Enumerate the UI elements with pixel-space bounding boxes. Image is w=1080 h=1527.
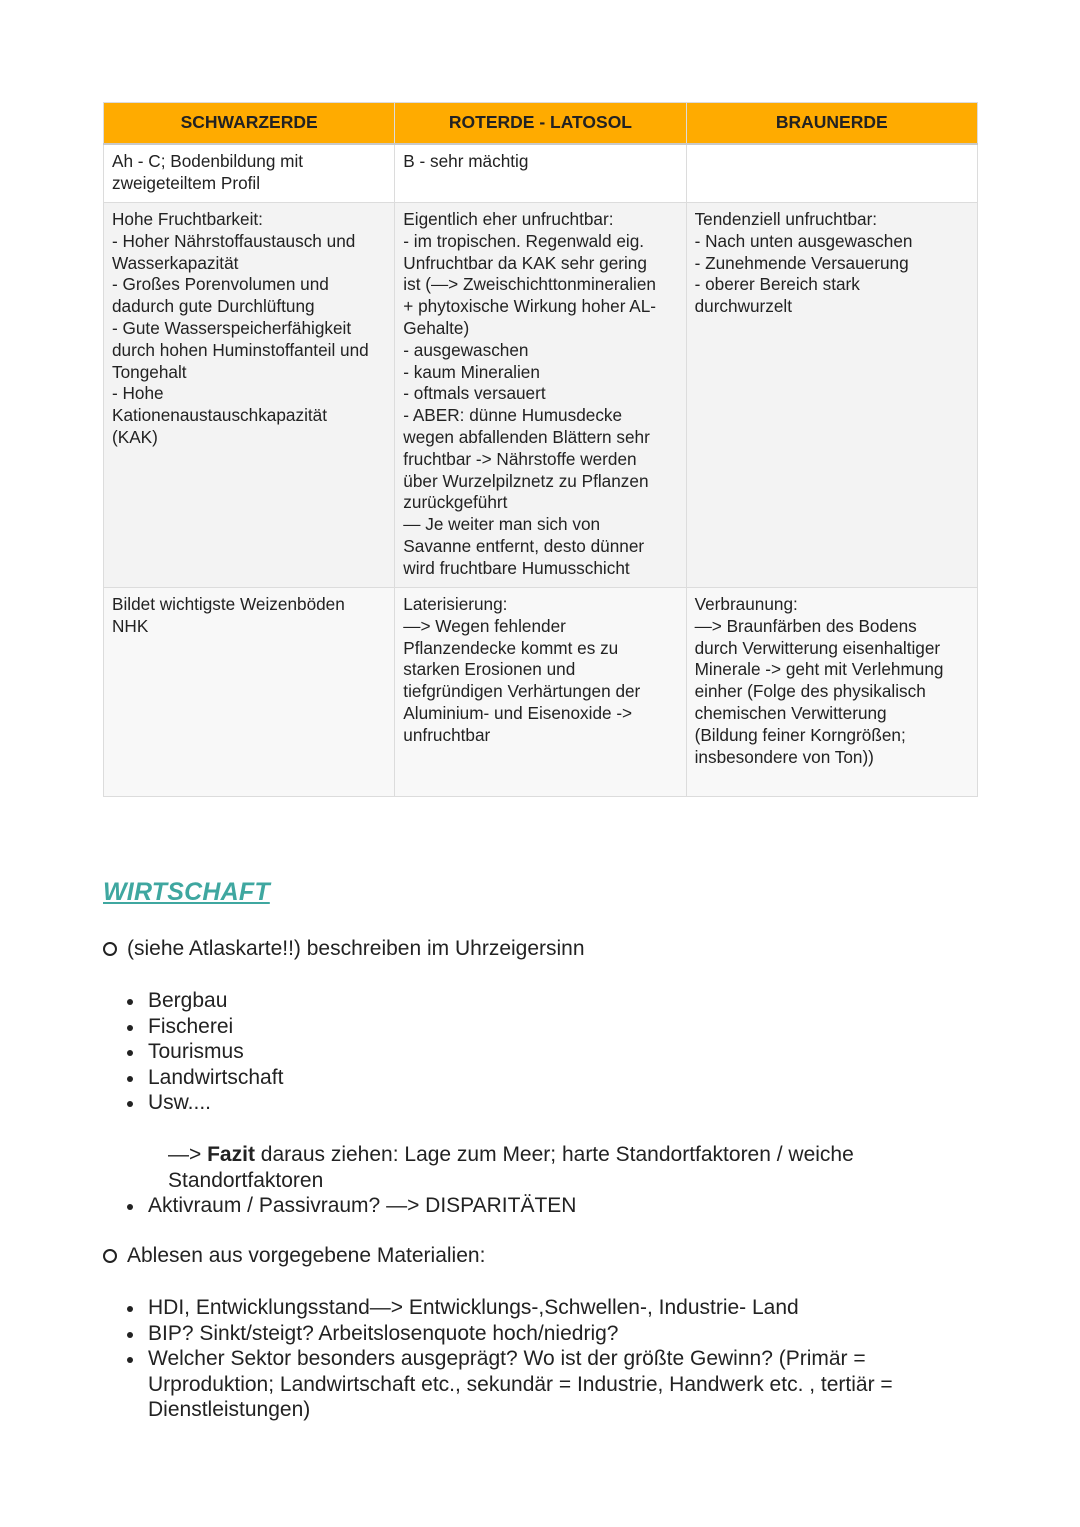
bullet-icon: [127, 1357, 133, 1363]
bullet-icon: [127, 1101, 133, 1107]
list-item: Landwirtschaft: [125, 1065, 283, 1091]
table-cell: Tendenziell unfruchtbar: - Nach unten ausgewaschen - Zunehmende Versauerung - oberer Bereich stark durchwurzelt: [686, 203, 977, 588]
bullet-icon: [127, 1050, 133, 1056]
table-cell: Eigentlich eher unfruchtbar: - im tropischen. Regenwald eig. Unfruchtbar da KAK sehr gering ist (—> Zweischichttonmineralien + phytoxische Wirkung hoher AL- Gehalte) - ausgewaschen - kaum Mineralien - oftmals versauert - ABER: dünne Humusdecke wegen abfallenden Blättern sehr fruchtbar -> Nährstoffe werden über Wurzelpilznetz zu Pflanzen zurückgeführt — Je weiter man sich von Savanne entfernt, desto dünner wird fruchtbare Humusschicht: [395, 203, 686, 588]
bullet-icon: [127, 1204, 133, 1210]
list-item: HDI, Entwicklungsstand—> Entwicklungs-,Schwellen-, Industrie- Land: [125, 1295, 925, 1321]
bullet-icon: [127, 999, 133, 1005]
header-braunerde: BRAUNERDE: [686, 103, 977, 145]
table-cell: Laterisierung: —> Wegen fehlender Pflanzendecke kommt es zu starken Erosionen und tiefgründigen Verhärtungen der Aluminium- und Eisenoxide -> unfruchtbar: [395, 588, 686, 797]
bullet-icon: [127, 1306, 133, 1312]
table-cell: [686, 144, 977, 203]
fazit-text: —> Fazit daraus ziehen: Lage zum Meer; harte Standortfaktoren / weiche Standortfaktoren: [168, 1143, 854, 1192]
header-roterde-latosol: ROTERDE - LATOSOL: [395, 103, 686, 145]
table-cell: Verbraunung: —> Braunfärben des Bodens durch Verwitterung eisenhaltiger Minerale -> geht mit Verlehmung einher (Folge des physikalisch chemischen Verwitterung (Bildung feiner Korngrößen; insbesondere von Ton)): [686, 588, 977, 797]
table-row: [104, 203, 978, 588]
list-item: BIP? Sinkt/steigt? Arbeitslosenquote hoch/niedrig?: [125, 1321, 925, 1347]
bullet-icon: [127, 1076, 133, 1082]
sector-list: [125, 988, 283, 1116]
materials-list: [125, 1295, 925, 1423]
table-cell: B - sehr mächtig: [395, 144, 686, 203]
table-cell: Bildet wichtigste Weizenböden NHK: [104, 588, 395, 797]
table-cell: Hohe Fruchtbarkeit: - Hoher Nährstoffaustausch und Wasserkapazität - Großes Porenvolumen und dadurch gute Durchlüftung - Gute Wasserspeicherfähigkeit durch hohen Huminstoffanteil und Tongehalt - Hohe Kationenaustauschkapazität (KAK): [104, 203, 395, 588]
table-cell: Ah - C; Bodenbildung mit zweigeteiltem Profil: [104, 144, 395, 203]
fazit-bold: Fazit: [207, 1143, 255, 1166]
table-row: [104, 588, 978, 797]
list-item: Usw....: [125, 1090, 283, 1116]
table-header-row: [104, 103, 978, 145]
list-item: Aktivraum / Passivraum? —> DISPARITÄTEN: [125, 1193, 576, 1219]
section-heading: WIRTSCHAFT: [103, 878, 270, 906]
soil-comparison-table: [103, 102, 978, 797]
table-row: [104, 144, 978, 203]
circle-bullet-icon: [103, 1249, 117, 1263]
point-text: (siehe Atlaskarte!!) beschreiben im Uhrzeigersinn: [127, 937, 585, 960]
list-item: Bergbau: [125, 988, 283, 1014]
circle-point-materials: [103, 1244, 485, 1268]
list-item: Tourismus: [125, 1039, 283, 1065]
point-text: Ablesen aus vorgegebene Materialien:: [127, 1244, 486, 1267]
bullet-icon: [127, 1332, 133, 1338]
circle-bullet-icon: [103, 942, 117, 956]
bullet-icon: [127, 1025, 133, 1031]
header-schwarzerde: SCHWARZERDE: [104, 103, 395, 145]
list-item: Welcher Sektor besonders ausgeprägt? Wo ist der größte Gewinn? (Primär = Urproduktion; Landwirtschaft etc., sekundär = Industrie, Handwerk etc. , tertiär = Dienstleistungen): [125, 1346, 925, 1423]
circle-point-atlas: [103, 937, 585, 961]
list-item: Fischerei: [125, 1014, 283, 1040]
aktivraum-list: [125, 1193, 576, 1219]
